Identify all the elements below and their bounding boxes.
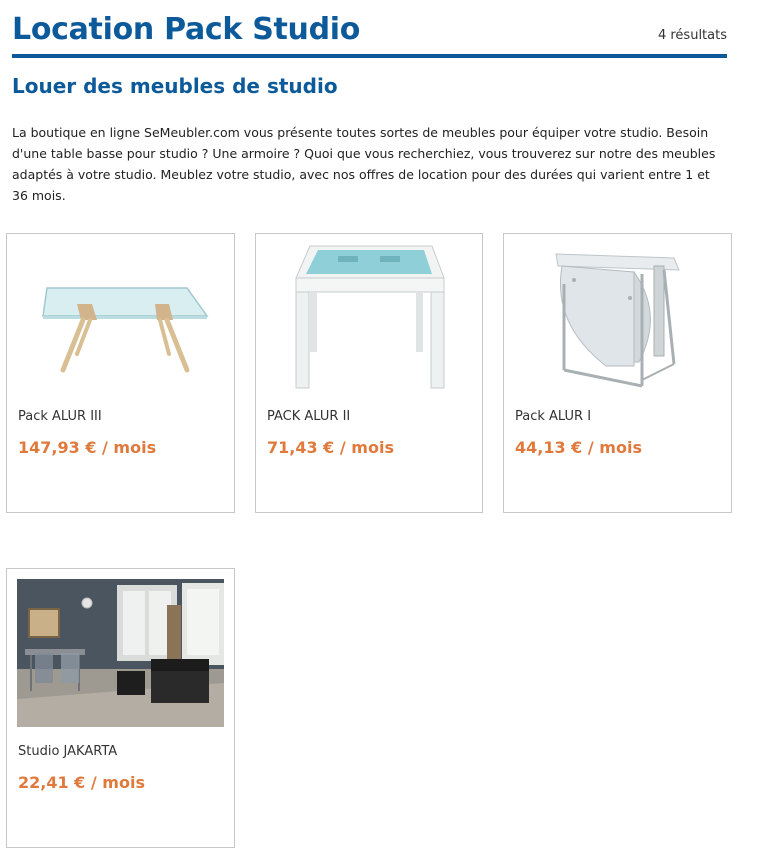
result-count: 4 résultats [657,28,727,43]
product-name[interactable]: PACK ALUR II [267,409,351,424]
product-card-alur-iii[interactable] [6,233,235,513]
product-price: 147,93 € / mois [18,438,157,457]
glass-table-icon [17,244,224,392]
studio-room-photo [17,579,224,727]
product-price: 71,43 € / mois [267,438,394,457]
product-card-studio-jakarta[interactable] [6,568,235,848]
product-image-studio-jakarta[interactable] [17,579,224,727]
product-name[interactable]: Pack ALUR III [18,409,102,424]
product-image-alur-i[interactable] [514,244,721,392]
folding-table-icon [514,244,721,392]
product-name[interactable]: Pack ALUR I [515,409,592,424]
product-card-alur-ii[interactable] [255,233,483,513]
product-image-alur-ii[interactable] [266,244,473,392]
product-name[interactable]: Studio JAKARTA [18,744,118,759]
product-price: 22,41 € / mois [18,773,145,792]
product-card-alur-i[interactable] [503,233,732,513]
page-title: Location Pack Studio [12,12,361,47]
product-image-alur-iii[interactable] [17,244,224,392]
section-title: Louer des meubles de studio [12,74,338,98]
product-price: 44,13 € / mois [515,438,642,457]
white-table-icon [266,244,473,392]
page-header [12,8,727,58]
intro-paragraph: La boutique en ligne SeMeubler.com vous présente toutes sortes de meubles pour équiper votre studio. Besoin d'une table basse pour studio ? Une armoire ? Quoi que vous recherchiez, vous trouverez sur notre des meubles adaptés à votre studio. Meublez votre studio, avec nos offres de location pour des durées qui varient entre 1 et 36 mois. [12,125,716,203]
